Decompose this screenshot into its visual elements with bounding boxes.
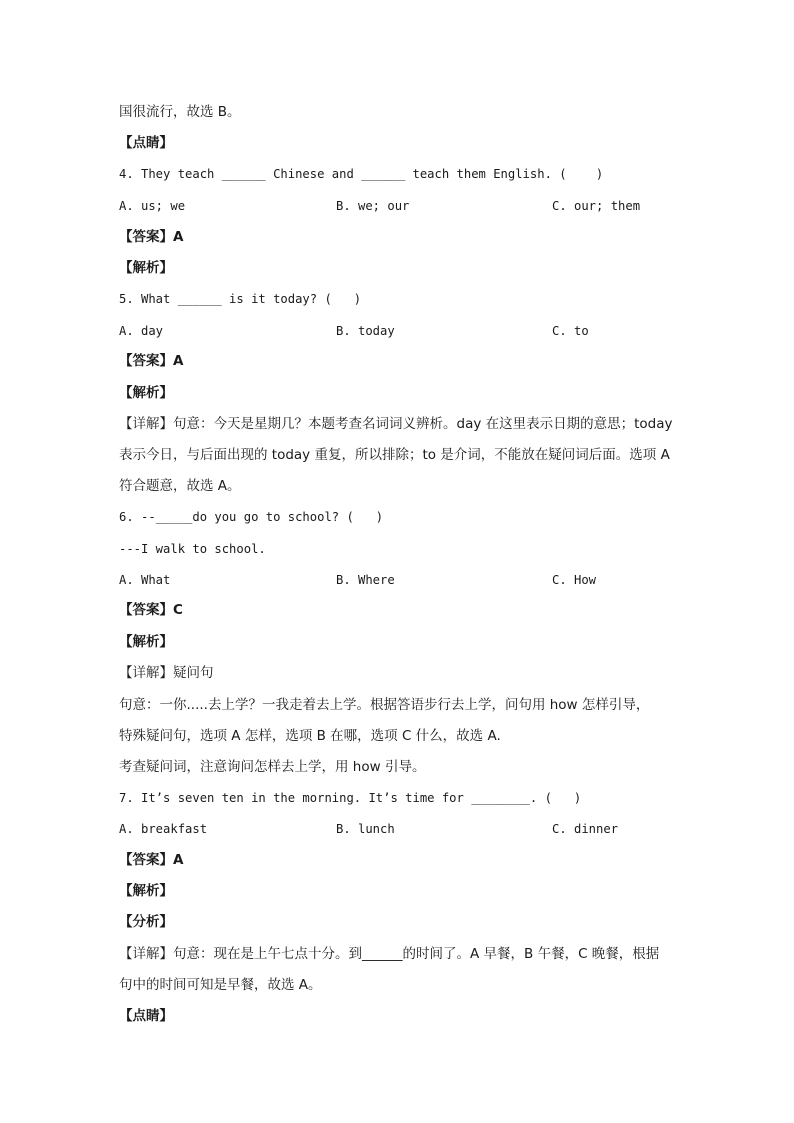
q7-option-b: B. lunch bbox=[336, 822, 395, 836]
answer-label: 【答案】A bbox=[119, 229, 184, 245]
question-4: 4. They teach ______ Chinese and ______ teach them English. ( ) bbox=[119, 167, 604, 181]
explanation-line: 【详解】句意：现在是上午七点十分。到______的时间了。A 早餐，B 午餐，C 晚餐，根据 bbox=[119, 946, 660, 962]
analysis-label: 【解析】 bbox=[119, 634, 173, 650]
section-heading: 【点睛】 bbox=[119, 1008, 173, 1024]
q5-option-a: A. day bbox=[119, 324, 164, 338]
explanation-line: 句中的时间可知是早餐，故选 A。 bbox=[119, 977, 322, 993]
explanation-line: 【详解】疑问句 bbox=[119, 665, 214, 681]
question-6-reply: ---I walk to school. bbox=[119, 542, 266, 556]
text-line: 国很流行，故选 B。 bbox=[119, 104, 241, 120]
analysis-label: 【解析】 bbox=[119, 260, 173, 276]
q6-option-c: C. How bbox=[552, 573, 597, 587]
explanation-line: 句意：一你.....去上学？一我走着去上学。根据答语步行去上学，问句用 how 怎样引导， bbox=[119, 697, 650, 713]
explanation-line: 符合题意，故选 A。 bbox=[119, 478, 241, 494]
question-7: 7. It’s seven ten in the morning. It’s time for ________. ( ) bbox=[119, 791, 582, 805]
q5-option-c: C. to bbox=[552, 324, 589, 338]
q4-option-c: C. our; them bbox=[552, 199, 641, 213]
q6-option-b: B. Where bbox=[336, 573, 395, 587]
explanation-line: 表示今日，与后面出现的 today 重复，所以排除；to 是介词，不能放在疑问词后面。选项 A bbox=[119, 447, 670, 463]
q4-option-a: A. us; we bbox=[119, 199, 186, 213]
analysis-sub-label: 【分析】 bbox=[119, 914, 173, 930]
q7-option-c: C. dinner bbox=[552, 822, 619, 836]
q5-option-b: B. today bbox=[336, 324, 395, 338]
section-heading: 【点睛】 bbox=[119, 135, 173, 151]
answer-label: 【答案】C bbox=[119, 602, 183, 618]
explanation-line: 特殊疑问句，选项 A 怎样，选项 B 在哪，选项 C 什么，故选 A. bbox=[119, 728, 501, 744]
answer-label: 【答案】A bbox=[119, 852, 184, 868]
answer-label: 【答案】A bbox=[119, 353, 184, 369]
analysis-label: 【解析】 bbox=[119, 883, 173, 899]
explanation-line: 【详解】句意：今天是星期几？本题考查名词词义辨析。day 在这里表示日期的意思；today bbox=[119, 416, 673, 432]
question-5: 5. What ______ is it today? ( ) bbox=[119, 292, 362, 306]
q7-option-a: A. breakfast bbox=[119, 822, 208, 836]
explanation-line: 考查疑问词，注意询问怎样去上学，用 how 引导。 bbox=[119, 759, 426, 775]
q4-option-b: B. we; our bbox=[336, 199, 410, 213]
q6-option-a: A. What bbox=[119, 573, 171, 587]
analysis-label: 【解析】 bbox=[119, 385, 173, 401]
question-6: 6. --_____do you go to school? ( ) bbox=[119, 510, 384, 524]
